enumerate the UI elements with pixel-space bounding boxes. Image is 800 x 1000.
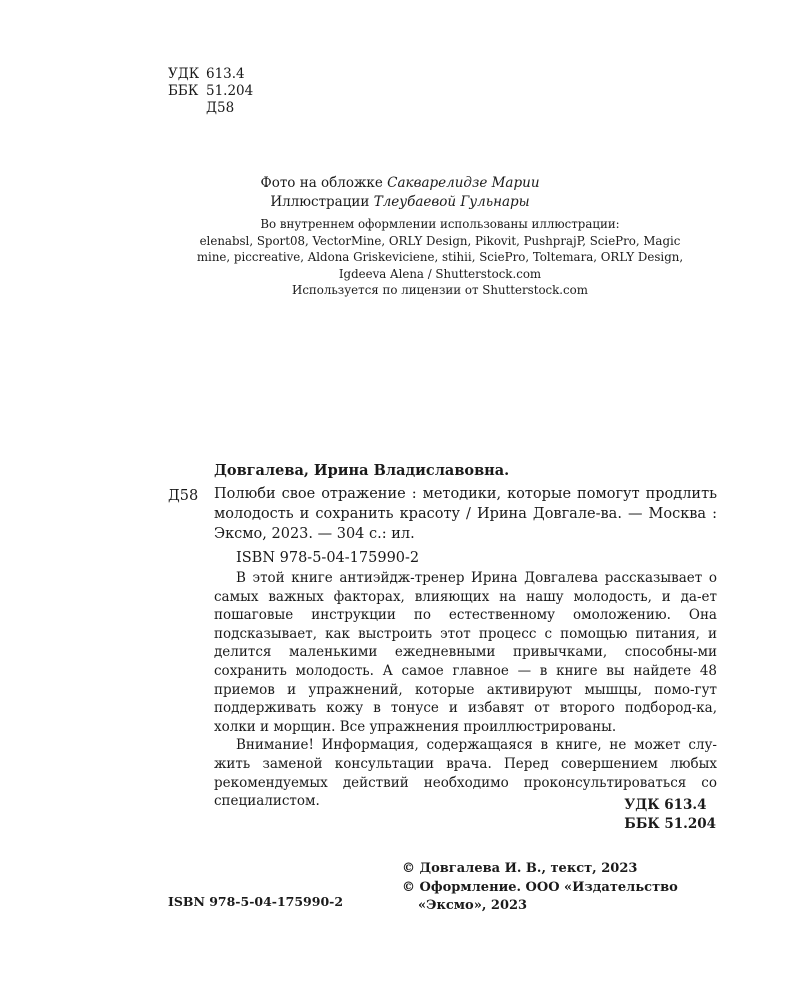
bbk-code: ББК 51.204 bbox=[624, 816, 716, 832]
bbk-label: ББК bbox=[168, 83, 199, 99]
annotation bbox=[214, 569, 717, 811]
illustrations-prefix: Иллюстрации bbox=[270, 194, 374, 210]
catalog-isbn: ISBN 978-5-04-175990-2 bbox=[236, 550, 420, 566]
license-line: Используется по лицензии от Shutterstock.com bbox=[292, 283, 588, 297]
author-mark: Д58 bbox=[206, 100, 235, 116]
copyright-text: © Довгалева И. В., текст, 2023 bbox=[402, 861, 638, 876]
cover-credits bbox=[0, 174, 800, 212]
inner-illus-line: elenabsl, Sport08, VectorMine, ORLY Design, Pikovit, PushprajP, SciePro, Magic bbox=[199, 233, 681, 248]
udk-value: 613.4 bbox=[206, 66, 245, 82]
bbk-value: 51.204 bbox=[206, 83, 254, 99]
inner-illus-line: Igdeeva Alena / Shutterstock.com bbox=[338, 266, 542, 281]
warning-paragraph: Внимание! Информация, содержащаяся в книге, не может слу-жить заменой консультации врача. Перед совершением любых рекомендуемых действий необходимо проконсультироваться со специалистом. bbox=[214, 737, 717, 810]
illustrations-name: Тлеубаевой Гульнары bbox=[373, 194, 530, 210]
copyright-design: © Оформление. ООО «Издательство bbox=[402, 879, 678, 895]
cover-photo-prefix: Фото на обложке bbox=[260, 175, 388, 191]
annotation-paragraph: В этой книге антиэйдж-тренер Ирина Довгалева рассказывает о самых важных факторах, влияющих на нашу молодость, и да-ет пошаговые инструкции по естественному омоложению. Она подсказывает, как выстроить этот процесс с помощью питания, и делится маленькими ежедневными привычками, способны-ми сохранить молодость. А самое главное — в книге вы найдете 48 приемов и упражнений, которые активируют мышцы, помо-гут поддерживать кожу в тонусе и избавят от второго подбород-ка, холки и морщин. Все упражнения проиллюстрированы. bbox=[214, 570, 717, 735]
udk-code: УДК 613.4 bbox=[624, 797, 707, 813]
catalog-author: Довгалева, Ирина Владиславовна. bbox=[214, 462, 510, 479]
copyright-block bbox=[402, 860, 678, 916]
cover-photo-credit bbox=[0, 174, 800, 193]
inner-illus-line: mine, piccreative, Aldona Griskeviciene, stihii, SciePro, Toltemara, ORLY Design, bbox=[196, 250, 684, 264]
udk-row bbox=[168, 66, 253, 83]
inner-illustrations-credits bbox=[180, 216, 700, 299]
inner-illus-line: Во внутреннем оформлении использованы иллюстрации: bbox=[260, 217, 620, 231]
bbk-row bbox=[168, 83, 253, 100]
catalog-description: Полюби свое отражение : методики, которые помогут продлить молодость и сохранить красоту / Ирина Довгале-ва. — Москва : Эксмо, 2023. — 304 с.: ил. bbox=[214, 486, 717, 542]
classification-codes bbox=[168, 66, 253, 117]
udk-label: УДК bbox=[168, 66, 200, 82]
footer-isbn: ISBN 978-5-04-175990-2 bbox=[168, 894, 344, 909]
copyright-design-cont: «Эксмо», 2023 bbox=[418, 898, 528, 913]
classification-block bbox=[624, 796, 716, 834]
cover-photo-name: Сакварелидзе Марии bbox=[387, 175, 540, 191]
illustrations-credit bbox=[0, 193, 800, 212]
catalog-mark: Д58 bbox=[168, 488, 199, 504]
